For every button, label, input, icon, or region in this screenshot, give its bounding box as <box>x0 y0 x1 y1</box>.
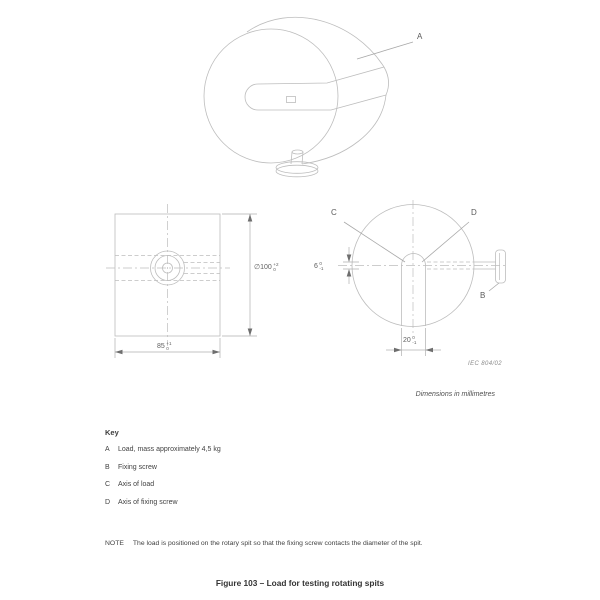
key-item-text: Load, mass approximately 4,5 kg <box>118 446 221 453</box>
key-item-text: Fixing screw <box>118 463 157 471</box>
key-item-text: Axis of load <box>118 481 155 488</box>
label-b: B <box>480 291 486 300</box>
body-lower-sweep <box>302 95 386 164</box>
key-item-text: Axis of fixing screw <box>118 498 178 506</box>
centerlines <box>106 204 230 346</box>
slot-bottom-edge <box>258 95 386 110</box>
load-3d-view <box>204 17 413 177</box>
key-item-letter: A <box>105 446 110 453</box>
body-top-silhouette <box>247 17 384 67</box>
note-text: The load is positioned on the rotary spit so that the fixing screw contacts the diameter of the spit. <box>132 540 423 547</box>
dim-diameter-value: ∅100 <box>254 264 272 272</box>
dim-slot-width <box>403 335 416 346</box>
thumb-knob-bottom <box>276 165 318 177</box>
key-item-b <box>105 464 221 471</box>
dim-length <box>157 341 172 352</box>
key-item-letter: D <box>105 498 111 506</box>
front-face-circle <box>204 29 338 163</box>
leader-line-b <box>489 283 499 291</box>
end-cap-arc <box>384 67 389 95</box>
screw-hub-3d <box>292 150 303 154</box>
thumb-knob-top <box>276 162 318 174</box>
key-item-c <box>105 481 221 488</box>
label-d: D <box>471 208 478 217</box>
dim-slot-height-tolerance: 0 -1 <box>319 261 324 272</box>
slot-rounded-end <box>245 84 258 110</box>
side-view-drawing <box>106 204 230 346</box>
dim-slot-height-value: 6 <box>314 262 318 270</box>
dim-diameter-tolerance: +2 0 <box>273 262 279 273</box>
slot-side-lines <box>402 266 426 327</box>
key-item-letter: B <box>105 463 110 471</box>
end-view-drawing <box>338 200 508 333</box>
dim-slot-width-tolerance: 0 -1 <box>412 335 417 346</box>
note <box>105 540 423 547</box>
dim-arrowheads-end-view <box>347 255 433 353</box>
dim-diameter <box>254 262 279 273</box>
key-item-a <box>105 446 221 453</box>
dim-slot-width-value: 20 <box>403 336 411 344</box>
figure-caption: Figure 103 – Load for testing rotating spits <box>215 578 385 588</box>
diameter-dim-lines <box>222 214 257 336</box>
dim-length-tolerance: +1 0 <box>166 341 172 352</box>
leader-line-c <box>344 222 405 262</box>
dim-length-value: 85 <box>157 342 165 350</box>
label-a: A <box>417 32 423 41</box>
end-view-dimensions <box>343 247 441 356</box>
screw-hole-detail <box>287 97 296 103</box>
screw-hidden-lines <box>427 262 475 269</box>
key-item-d <box>105 499 221 506</box>
key-list <box>105 446 221 516</box>
iec-drawing-reference: IEC 804/02 <box>468 361 503 367</box>
leader-line-d <box>422 222 469 262</box>
note-label: NOTE <box>105 540 124 547</box>
spit-hole-semicircle <box>402 254 426 266</box>
thumb-knob-edge <box>496 250 506 283</box>
slot-top-edge <box>258 67 384 84</box>
label-c: C <box>331 208 338 217</box>
key-title: Key <box>105 428 119 437</box>
units-note: Dimensions in millimetres <box>415 391 495 398</box>
dim-slot-height <box>314 261 324 272</box>
key-item-letter: C <box>105 481 111 488</box>
dim-arrowheads <box>115 214 252 354</box>
